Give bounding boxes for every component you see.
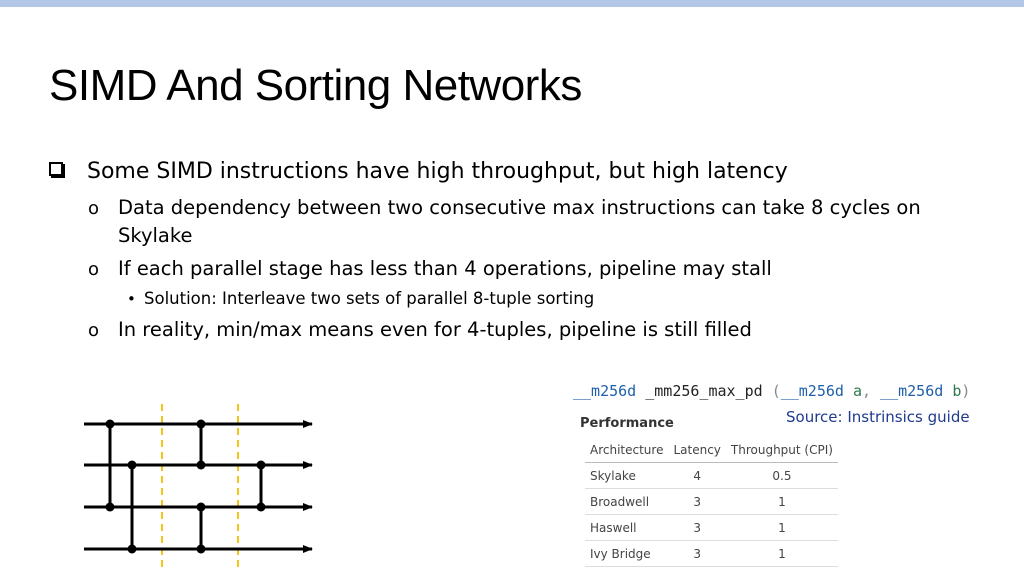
circle-bullet-icon: o	[88, 320, 100, 341]
table-cell: 0.5	[726, 463, 838, 489]
bullet-level2: If each parallel stage has less than 4 operations, pipeline may stall	[118, 257, 772, 280]
table-cell: Broadwell	[585, 489, 668, 515]
table-cell: Skylake	[585, 463, 668, 489]
comparator-2-3	[257, 461, 266, 512]
table-header-row	[585, 437, 838, 463]
arg1-type: __m256d	[780, 382, 844, 400]
table-cell: 1	[726, 541, 838, 567]
table-row	[585, 515, 838, 541]
table-cell: 4	[668, 463, 725, 489]
bullet-level2-continuation: Skylake	[118, 224, 193, 247]
function-name: _mm256_max_pd	[645, 382, 763, 400]
table-cell: 3	[668, 541, 725, 567]
circle-bullet-icon: o	[88, 198, 100, 219]
column-header-latency: Latency	[668, 437, 725, 463]
source-note: Source: Instrinsics guide	[786, 408, 970, 426]
open-paren: (	[771, 382, 781, 400]
dot-bullet-icon: •	[127, 290, 136, 308]
comparator-3-4	[197, 503, 206, 554]
bullet-level2: In reality, min/max means even for 4-tuples, pipeline is still filled	[118, 318, 752, 341]
table-row	[585, 541, 838, 567]
bullet-level3: Solution: Interleave two sets of parallel 8-tuple sorting	[144, 289, 595, 308]
table-row	[585, 489, 838, 515]
table-cell: 3	[668, 489, 725, 515]
slide-title: SIMD And Sorting Networks	[49, 61, 582, 110]
table-cell: 1	[726, 489, 838, 515]
arg1-name: a	[852, 382, 862, 400]
column-header-throughput: Throughput (CPI)	[726, 437, 838, 463]
comparator-1-2	[197, 420, 206, 470]
performance-heading: Performance	[580, 416, 674, 431]
return-type: __m256d	[573, 382, 637, 400]
table-cell: Haswell	[585, 515, 668, 541]
table-cell: 3	[668, 515, 725, 541]
arg2-name: b	[952, 382, 962, 400]
arg2-type: __m256d	[880, 382, 944, 400]
close-paren: )	[961, 382, 971, 400]
circle-bullet-icon: o	[88, 259, 100, 280]
table-row	[585, 463, 838, 489]
table-cell: Ivy Bridge	[585, 541, 668, 567]
comma: ,	[862, 382, 872, 400]
bullet-level2: Data dependency between two consecutive max instructions can take 8 cycles on	[118, 196, 921, 219]
intrinsic-signature	[573, 381, 970, 401]
performance-table	[585, 437, 838, 567]
column-header-architecture: Architecture	[585, 437, 668, 463]
bullet-level1: Some SIMD instructions have high throughput, but high latency	[87, 159, 788, 184]
table-cell: 1	[726, 515, 838, 541]
